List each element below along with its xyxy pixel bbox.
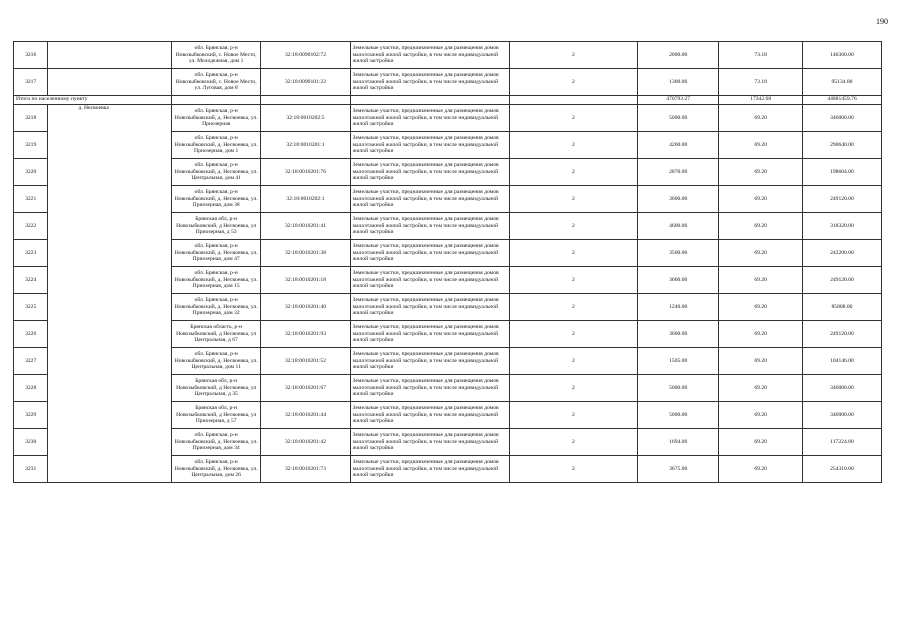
row-number: 3226 [14,321,48,348]
cadastral-register-table [13,41,882,483]
group-cell: 2 [509,69,637,96]
land-use-cell: Земельные участки, предназначенные для размещения домов малоэтажной жилой застройки, в том числе индивидуальной жилой застройки [350,213,509,240]
address-cell: обл. Брянская, р-н Новозыбковский, д. Несвоевка, ул. Приозерная, дом 15 [172,267,261,294]
land-use-cell: Земельные участки, предназначенные для размещения домов малоэтажной жилой застройки, в том числе индивидуальной жилой застройки [350,321,509,348]
cadastral-number-cell: 32:18:0010201:67 [261,375,350,402]
table-body-main [14,105,882,483]
rate-cell: 69.20 [719,402,803,429]
group-cell: 2 [509,105,637,132]
cadastral-number-cell: 32:18:0010201:52 [261,348,350,375]
area-cell: 1300.00 [638,69,719,96]
group-cell: 2 [509,159,637,186]
area-cell: 5000.00 [638,402,719,429]
row-number: 3228 [14,375,48,402]
table-row [14,105,882,132]
rate-cell: 69.20 [719,267,803,294]
cadastral-number-cell: 32:18:0010202:5 [261,105,350,132]
group-cell: 2 [509,267,637,294]
address-cell: обл. Брянская, р-н Новозыбковский, д. Несвоевка, ул. Приозерная, дом 1 [172,132,261,159]
land-use-cell: Земельные участки, предназначенные для размещения домов малоэтажной жилой застройки, в том числе индивидуальной жилой застройки [350,348,509,375]
total-rate: 17342.68 [719,96,803,105]
address-cell: обл. Брянская, р-н Новозыбковский, д. Несвоевка, ул. Центральная, дом 41 [172,159,261,186]
land-use-cell: Земельные участки, предназначенные для размещения домов малоэтажной жилой застройки, в том числе индивидуальной жилой застройки [350,132,509,159]
group-cell: 2 [509,240,637,267]
group-cell: 2 [509,186,637,213]
area-cell: 3600.00 [638,321,719,348]
cost-cell: 198604.00 [802,159,881,186]
address-cell: обл. Брянская, р-н Новозыбковский, д. Несвоевка, ул. Приозерная [172,105,261,132]
area-cell: 3600.00 [638,186,719,213]
address-cell: обл. Брянская, р-н Новозыбковский, д. Несвоевка, ул. Центральная, дом 11 [172,348,261,375]
total-empty-cell [172,96,261,105]
cost-cell: 85808.00 [802,294,881,321]
cost-cell: 249120.00 [802,186,881,213]
area-cell: 3600.00 [638,267,719,294]
cadastral-number-cell: 32:18:0090101:22 [261,69,350,96]
group-cell: 2 [509,294,637,321]
cadastral-number-cell: 32:18:0090102:72 [261,42,350,69]
cadastral-number-cell: 32:18:0010201:44 [261,402,350,429]
row-number: 3220 [14,159,48,186]
land-use-cell: Земельные участки, предназначенные для размещения домов малоэтажной жилой застройки, в том числе индивидуальной жилой застройки [350,69,509,96]
rate-cell: 69.20 [719,240,803,267]
land-use-cell: Земельные участки, предназначенные для размещения домов малоэтажной жилой застройки, в том числе индивидуальной жилой застройки [350,456,509,483]
address-cell: обл. Брянская, р-н Новозыбковский, с. Новое Место, ул. Молодежная, дом 1 [172,42,261,69]
cadastral-number-cell: 32:18:0010201:73 [261,456,350,483]
cost-cell: 242200.00 [802,240,881,267]
rate-cell: 69.20 [719,132,803,159]
cost-cell: 249120.00 [802,267,881,294]
land-use-cell: Земельные участки, предназначенные для размещения домов малоэтажной жилой застройки, в том числе индивидуальной жилой застройки [350,267,509,294]
cadastral-number-cell: 32:18:0010201:93 [261,321,350,348]
row-number: 3223 [14,240,48,267]
page-number: 190 [876,17,888,26]
rate-cell: 73.18 [719,42,803,69]
rate-cell: 69.20 [719,321,803,348]
group-cell: 2 [509,402,637,429]
total-row [14,96,882,105]
cost-cell: 346000.00 [802,105,881,132]
row-number: 3216 [14,42,48,69]
group-cell: 2 [509,213,637,240]
row-number: 3229 [14,402,48,429]
table-body-total [14,96,882,105]
row-number: 3225 [14,294,48,321]
group-cell: 2 [509,348,637,375]
address-cell: обл. Брянская, р-н Новозыбковский, с. Новое Место, ул. Луговая, дом 8 [172,69,261,96]
rate-cell: 69.20 [719,348,803,375]
row-number: 3224 [14,267,48,294]
cost-cell: 146360.00 [802,42,881,69]
cost-cell: 254310.00 [802,456,881,483]
row-number: 3231 [14,456,48,483]
cadastral-number-cell: 32:18:0010201:18 [261,267,350,294]
table-row [14,69,882,96]
area-cell: 5000.00 [638,375,719,402]
cost-cell: 346000.00 [802,375,881,402]
group-cell: 2 [509,429,637,456]
address-cell: обл. Брянская, р-н Новозыбковский, д. Несвоевка, ул. Приозерная, дом 34 [172,429,261,456]
total-cost: 44881459.76 [802,96,881,105]
rate-cell: 69.20 [719,159,803,186]
land-use-cell: Земельные участки, предназначенные для размещения домов малоэтажной жилой застройки, в том числе индивидуальной жилой застройки [350,186,509,213]
land-use-cell: Земельные участки, предназначенные для размещения домов малоэтажной жилой застройки, в том числе индивидуальной жилой застройки [350,429,509,456]
cadastral-number-cell: 32:18:0010201:76 [261,159,350,186]
address-cell: обл. Брянская, р-н Новозыбковский, д. Несвоевка, ул. Центральная, дом 26 [172,456,261,483]
rate-cell: 69.20 [719,294,803,321]
rate-cell: 69.20 [719,105,803,132]
settlement-cell [48,69,172,96]
area-cell: 2000.00 [638,42,719,69]
cost-cell: 290640.00 [802,132,881,159]
group-cell: 2 [509,132,637,159]
row-number: 3218 [14,105,48,132]
total-area: 470793.27 [638,96,719,105]
total-empty-cell [350,96,509,105]
rate-cell: 69.20 [719,186,803,213]
land-use-cell: Земельные участки, предназначенные для размещения домов малоэтажной жилой застройки, в том числе индивидуальной жилой застройки [350,402,509,429]
cadastral-number-cell: 32:18:0010201:42 [261,429,350,456]
area-cell: 2870.00 [638,159,719,186]
rate-cell: 73.18 [719,69,803,96]
area-cell: 5000.00 [638,105,719,132]
total-label: Итого по населенному пункту [14,96,172,105]
group-cell: 2 [509,321,637,348]
land-use-cell: Земельные участки, предназначенные для размещения домов малоэтажной жилой застройки, в том числе индивидуальной жилой застройки [350,375,509,402]
total-empty-cell [509,96,637,105]
cadastral-number-cell: 32:18:0010201:41 [261,213,350,240]
table-body-top [14,42,882,96]
land-use-cell: Земельные участки, предназначенные для размещения домов малоэтажной жилой застройки, в том числе индивидуальной жилой застройки [350,159,509,186]
rate-cell: 69.20 [719,375,803,402]
address-cell: Брянская область, р-н Новозыбковский, д Несвоевка, ул Центральная, д 67 [172,321,261,348]
cadastral-number-cell: 32:18:0010201:1 [261,132,350,159]
address-cell: обл. Брянская, р-н Новозыбковский, д. Несвоевка, ул. Приозерная, дом 38 [172,186,261,213]
land-use-cell: Земельные участки, предназначенные для размещения домов малоэтажной жилой застройки, в том числе индивидуальной жилой застройки [350,240,509,267]
cost-cell: 318320.00 [802,213,881,240]
address-cell: обл. Брянская, р-н Новозыбковский, д. Несвоевка, ул. Приозерная, дом 47 [172,240,261,267]
cost-cell: 117224.80 [802,429,881,456]
area-cell: 1240.00 [638,294,719,321]
address-cell: Брянская обл, р-н Новозыбковский, д Несвоевка, ул Приозерная, д 53 [172,213,261,240]
row-number: 3230 [14,429,48,456]
cost-cell: 249120.00 [802,321,881,348]
rate-cell: 69.20 [719,213,803,240]
settlement-cell [48,42,172,69]
cadastral-number-cell: 32:18:0010201:40 [261,294,350,321]
cost-cell: 104146.00 [802,348,881,375]
area-cell: 3500.00 [638,240,719,267]
land-use-cell: Земельные участки, предназначенные для размещения домов малоэтажной жилой застройки, в том числе индивидуальной жилой застройки [350,294,509,321]
address-cell: Брянская обл, р-н Новозыбковский, д Несвоевка, ул Приозерная, д 57 [172,402,261,429]
rate-cell: 69.20 [719,429,803,456]
area-cell: 3675.00 [638,456,719,483]
row-number: 3221 [14,186,48,213]
row-number: 3219 [14,132,48,159]
area-cell: 1694.00 [638,429,719,456]
address-cell: Брянская обл, р-н Новозыбковский, д Несвоевка, ул Центральная, д 35 [172,375,261,402]
address-cell: обл. Брянская, р-н Новозыбковский, д. Несвоевка, ул. Приозерная, дом 32 [172,294,261,321]
cadastral-number-cell: 32:18:0010202:1 [261,186,350,213]
land-use-cell: Земельные участки, предназначенные для размещения домов малоэтажной жилой застройки, в том числе индивидуальной жилой застройки [350,105,509,132]
row-number: 3217 [14,69,48,96]
total-empty-cell [261,96,350,105]
area-cell: 4600.00 [638,213,719,240]
cost-cell: 95134.00 [802,69,881,96]
area-cell: 1505.00 [638,348,719,375]
area-cell: 4200.00 [638,132,719,159]
group-cell: 2 [509,375,637,402]
land-use-cell: Земельные участки, предназначенные для размещения домов малоэтажной жилой застройки, в том числе индивидуальной жилой застройки [350,42,509,69]
cadastral-number-cell: 32:18:0010201:38 [261,240,350,267]
group-cell: 2 [509,42,637,69]
cost-cell: 346000.00 [802,402,881,429]
row-number: 3222 [14,213,48,240]
table-row [14,42,882,69]
group-cell: 2 [509,456,637,483]
row-number: 3227 [14,348,48,375]
settlement-name: д. Несвоевка [48,105,172,483]
rate-cell: 69.20 [719,456,803,483]
